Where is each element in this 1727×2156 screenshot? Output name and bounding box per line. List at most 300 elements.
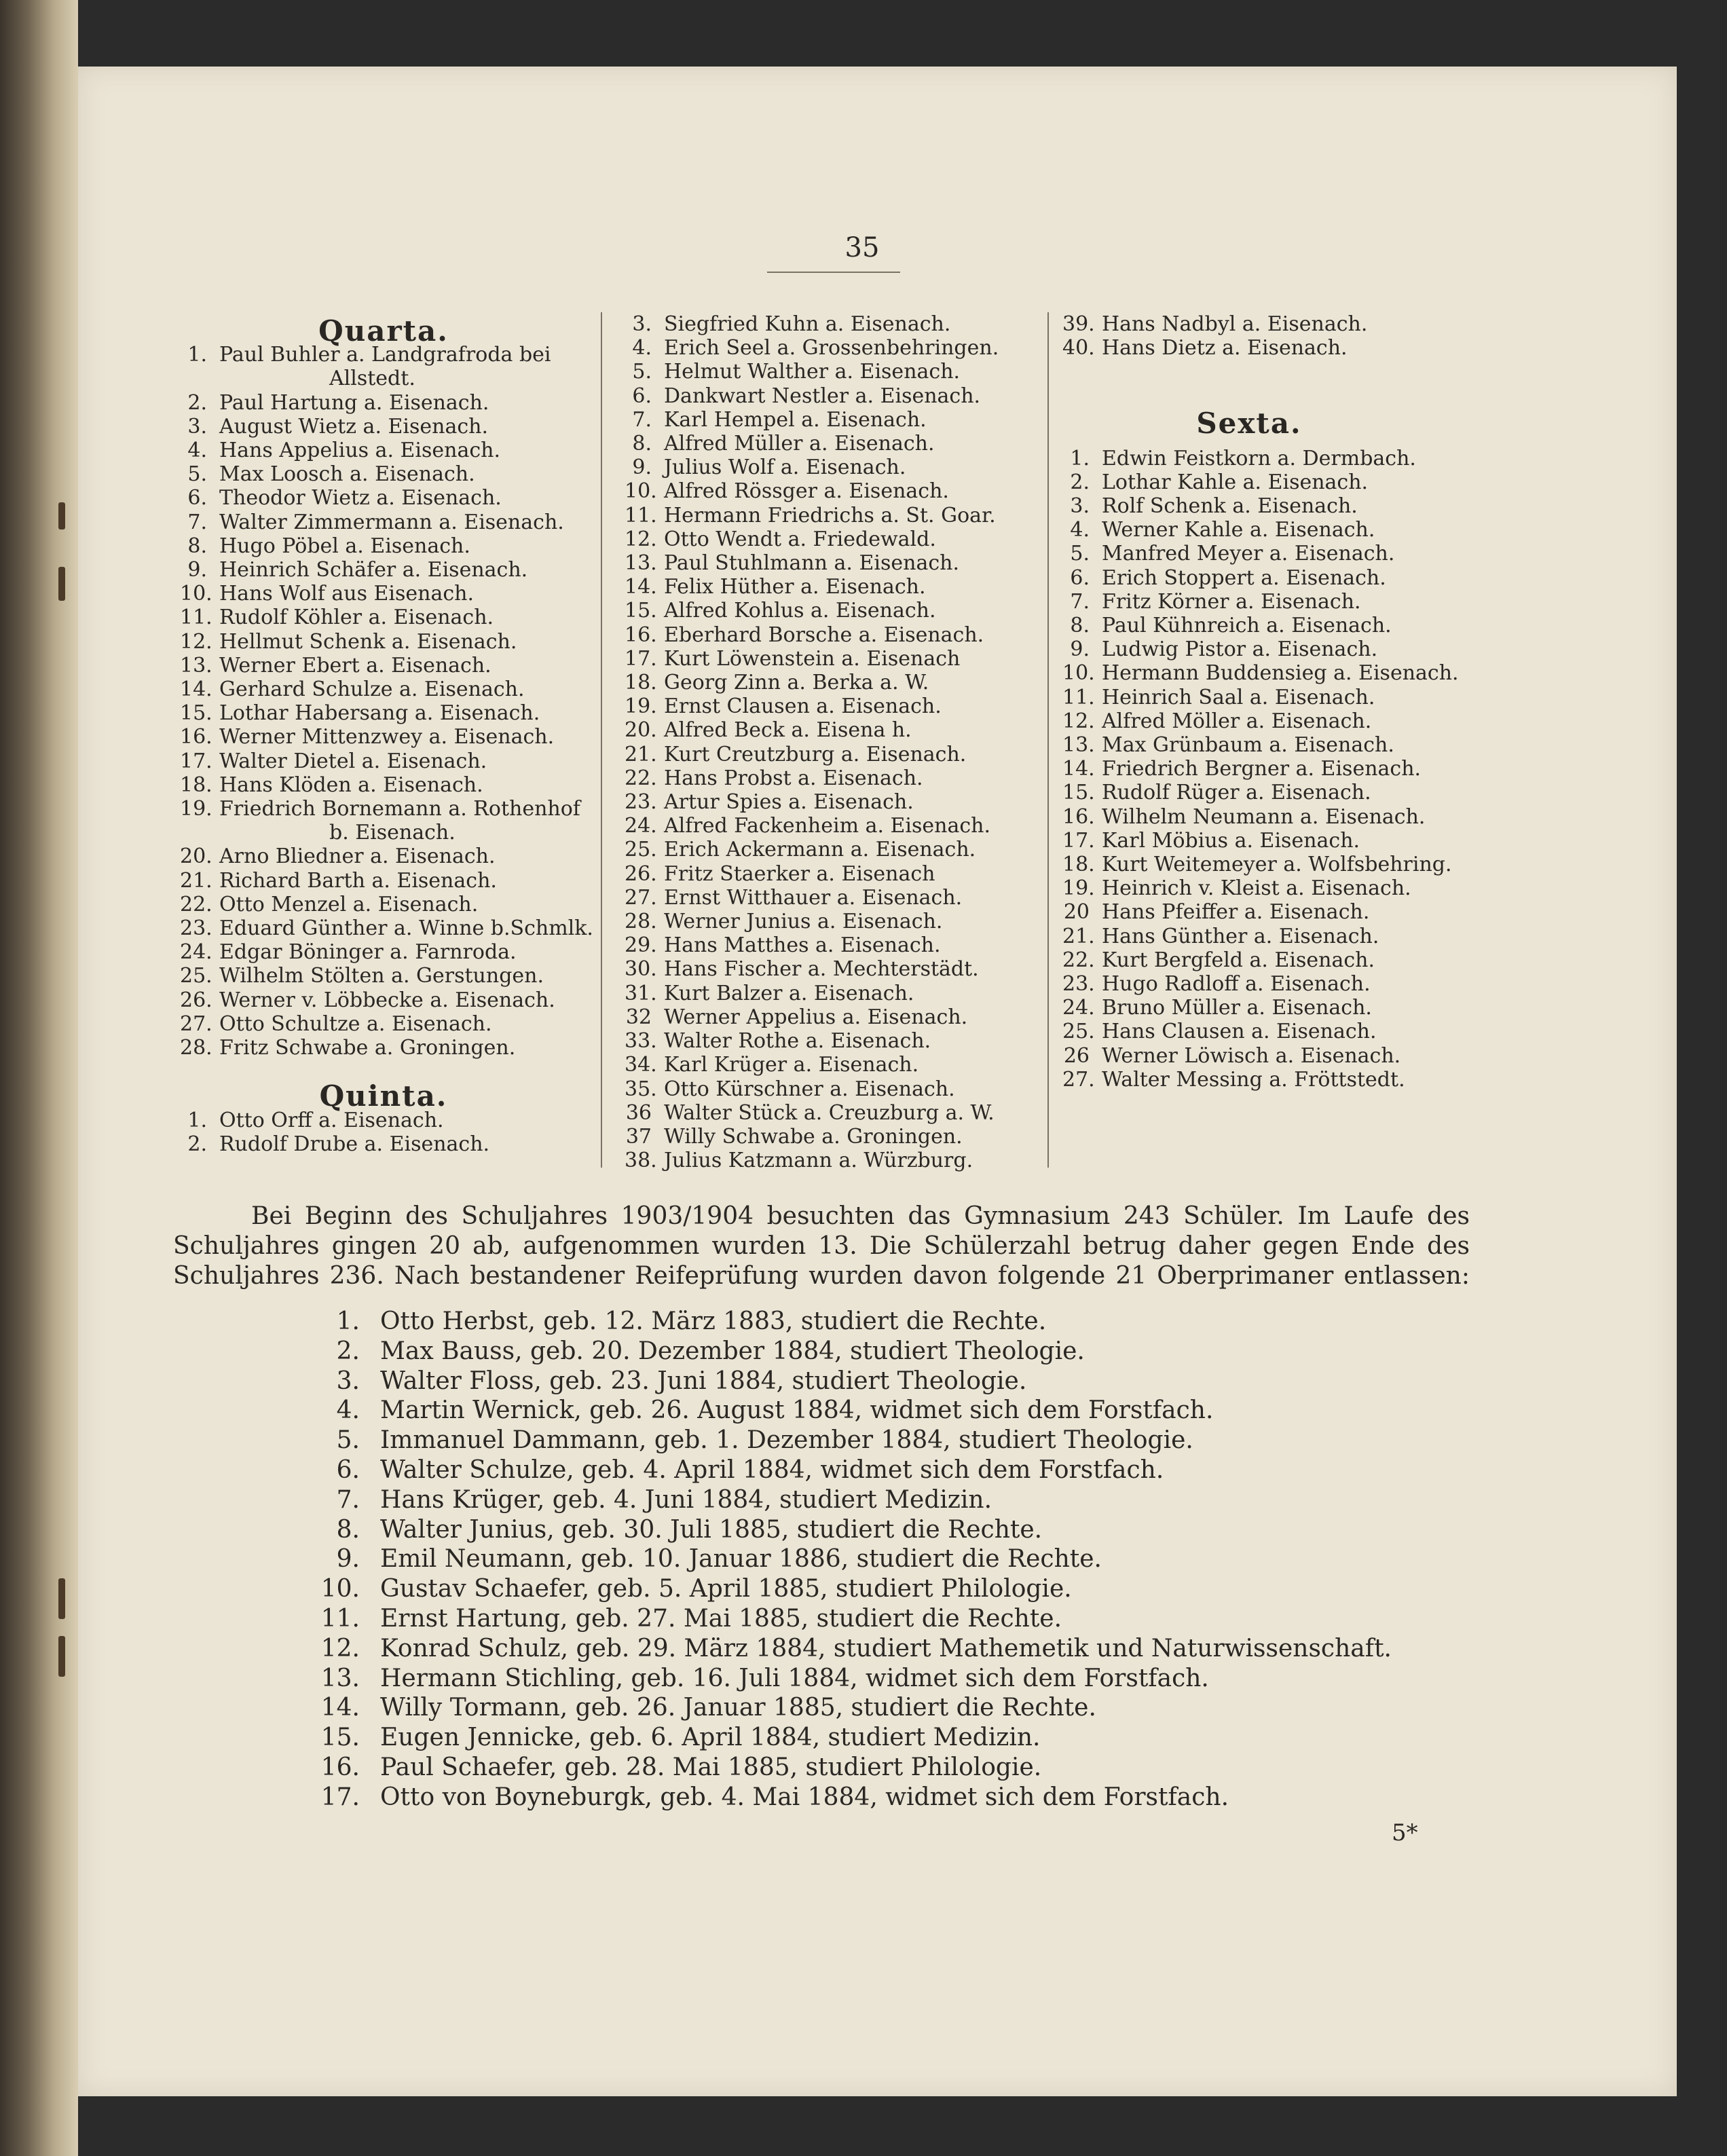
list-item xyxy=(625,504,1045,527)
graduate-item xyxy=(319,1515,1473,1545)
list-item xyxy=(625,360,1045,384)
item-number: 2. xyxy=(187,1132,207,1156)
graduate-text: Otto von Boyneburgk, geb. 4. Mai 1884, widmet sich dem Forstfach. xyxy=(380,1783,1229,1811)
sexta-heading: Sexta. xyxy=(1196,407,1302,441)
item-number: 15. xyxy=(625,599,657,623)
graduate-item xyxy=(319,1664,1473,1694)
item-name: Paul Hartung a. Eisenach. xyxy=(219,390,489,415)
item-name: Hans Appelius a. Eisenach. xyxy=(219,439,501,463)
graduate-number: 17. xyxy=(320,1783,360,1811)
list-item xyxy=(180,486,587,510)
list-item xyxy=(625,933,1045,957)
item-name: Max Loosch a. Eisenach. xyxy=(219,462,475,487)
item-name: Paul Buhler a. Landgrafroda bei xyxy=(219,343,551,367)
list-item xyxy=(625,1029,1045,1053)
item-name: Fritz Staerker a. Eisenach xyxy=(664,861,935,886)
list-item xyxy=(625,671,1045,694)
item-name: Theodor Wietz a. Eisenach. xyxy=(219,486,502,510)
item-name: Walter Stück a. Creuzburg a. W. xyxy=(664,1100,995,1125)
graduate-item xyxy=(319,1544,1473,1574)
item-number: 1. xyxy=(187,1108,207,1132)
item-number: 23. xyxy=(625,790,657,815)
item-number: 21. xyxy=(625,742,657,766)
item-number: 29. xyxy=(625,933,657,958)
list-item xyxy=(180,701,587,725)
list-item xyxy=(180,916,593,941)
list-item xyxy=(180,988,587,1012)
item-number: 24. xyxy=(1062,996,1095,1020)
item-name: Werner v. Löbbecke a. Eisenach. xyxy=(219,988,555,1012)
item-number: 12. xyxy=(625,527,657,551)
list-item xyxy=(625,384,1045,408)
item-number: 18. xyxy=(625,671,657,695)
item-name: Dankwart Nestler a. Eisenach. xyxy=(664,384,981,408)
graduate-text: Max Bauss, geb. 20. Dezember 1884, studiert Theologie. xyxy=(380,1337,1085,1365)
summary-line: Schuljahres 236. Nach bestandener Reifeprüfung wurden davon folgende 21 Oberprimaner entlassen: xyxy=(173,1262,1470,1290)
list-item xyxy=(1062,996,1497,1020)
item-name: Werner Kahle a. Eisenach. xyxy=(1102,518,1375,542)
list-item xyxy=(625,814,1045,838)
item-name: Bruno Müller a. Eisenach. xyxy=(1102,996,1372,1020)
item-name: Otto Orff a. Eisenach. xyxy=(219,1108,444,1132)
item-name: Otto Kürschner a. Eisenach. xyxy=(664,1077,955,1101)
item-name: Hans Klöden a. Eisenach. xyxy=(219,773,483,797)
summary-paragraph xyxy=(173,1202,1470,1291)
item-name: Manfred Meyer a. Eisenach. xyxy=(1102,542,1395,566)
item-name: Siegfried Kuhn a. Eisenach. xyxy=(664,312,951,336)
item-number: 4. xyxy=(187,439,207,463)
item-number: 23. xyxy=(1062,972,1095,997)
item-name: Hugo Radloff a. Eisenach. xyxy=(1102,972,1371,997)
item-number: 40. xyxy=(1062,336,1095,360)
list-item xyxy=(180,415,587,439)
graduate-text: Hermann Stichling, geb. 16. Juli 1884, widmet sich dem Forstfach. xyxy=(380,1664,1209,1692)
list-item xyxy=(625,527,1045,551)
item-name: Hermann Buddensieg a. Eisenach. xyxy=(1102,661,1459,686)
list-item xyxy=(1062,566,1497,590)
list-item xyxy=(180,343,587,367)
item-name: Richard Barth a. Eisenach. xyxy=(219,868,497,893)
item-number: 17. xyxy=(625,646,657,671)
item-number: 4. xyxy=(632,336,652,360)
item-number: 13. xyxy=(180,653,212,677)
item-number: 26. xyxy=(625,861,657,886)
item-name: Werner Junius a. Eisenach. xyxy=(664,910,943,934)
item-number: 25. xyxy=(625,838,657,862)
item-number: 3. xyxy=(1070,494,1090,519)
item-name: Hans Pfeiffer a. Eisenach. xyxy=(1102,900,1370,925)
item-number: 6. xyxy=(632,384,652,408)
item-number: 22. xyxy=(1062,948,1095,972)
list-item xyxy=(625,982,1045,1005)
item-name: Friedrich Bergner a. Eisenach. xyxy=(1102,757,1422,781)
item-number: 27. xyxy=(1062,1067,1095,1092)
item-number: 25. xyxy=(1062,1020,1095,1044)
graduate-text: Walter Floss, geb. 23. Juni 1884, studiert Theologie. xyxy=(380,1367,1027,1395)
item-name: Alfred Fackenheim a. Eisenach. xyxy=(664,814,991,838)
item-name: Kurt Creutzburg a. Eisenach. xyxy=(664,742,967,766)
graduate-number: 5. xyxy=(336,1426,360,1455)
item-number: 36 xyxy=(625,1100,652,1125)
item-number: 4. xyxy=(1070,518,1090,542)
item-number: 27. xyxy=(625,885,657,910)
item-name: Friedrich Bornemann a. Rothenhof xyxy=(219,797,580,821)
list-item xyxy=(1062,948,1497,972)
item-number: 33. xyxy=(625,1029,657,1054)
item-name: Ernst Clausen a. Eisenach. xyxy=(664,694,942,719)
item-name: Otto Wendt a. Friedewald. xyxy=(664,527,936,551)
list-item xyxy=(625,1053,1045,1077)
list-item xyxy=(625,766,1045,790)
item-number: 22. xyxy=(625,766,657,790)
graduate-text: Immanuel Dammann, geb. 1. Dezember 1884, studiert Theologie. xyxy=(380,1426,1193,1455)
graduate-number: 16. xyxy=(320,1753,360,1781)
item-name: Rolf Schenk a. Eisenach. xyxy=(1102,494,1358,519)
item-number: 38. xyxy=(625,1149,657,1173)
column-middle xyxy=(625,312,1045,1172)
item-name: Rudolf Köhler a. Eisenach. xyxy=(219,606,494,630)
list-item xyxy=(180,749,587,773)
list-item xyxy=(1062,542,1497,565)
item-name: Alfred Kohlus a. Eisenach. xyxy=(664,599,936,623)
item-name: Felix Hüther a. Eisenach. xyxy=(664,575,926,599)
item-name: Erich Stoppert a. Eisenach. xyxy=(1102,565,1386,590)
binding-mark xyxy=(58,1578,65,1619)
list-item xyxy=(625,718,1045,742)
item-number: 19. xyxy=(180,797,212,821)
item-name: Hans Probst a. Eisenach. xyxy=(664,766,923,790)
list-item xyxy=(180,797,587,821)
list-item xyxy=(625,694,1045,718)
item-number: 14. xyxy=(180,677,212,702)
list-item xyxy=(1062,972,1497,996)
graduate-text: Willy Tormann, geb. 26. Januar 1885, studiert die Rechte. xyxy=(380,1694,1096,1722)
graduate-text: Konrad Schulz, geb. 29. März 1884, studiert Mathemetik und Naturwissenschaft. xyxy=(380,1634,1392,1662)
item-number: 21. xyxy=(1062,924,1095,948)
list-item xyxy=(625,575,1045,599)
graduate-number: 1. xyxy=(336,1307,360,1335)
list-item xyxy=(1062,781,1497,804)
item-name: Georg Zinn a. Berka a. W. xyxy=(664,671,929,695)
list-item xyxy=(625,432,1045,456)
list-item xyxy=(180,534,587,558)
list-item xyxy=(180,1012,587,1036)
graduate-number: 2. xyxy=(336,1337,360,1365)
item-name: Alfred Rössger a. Eisenach. xyxy=(664,479,949,504)
list-item xyxy=(625,456,1045,479)
item-number: 20. xyxy=(180,844,212,869)
list-item xyxy=(180,844,587,868)
graduate-text: Martin Wernick, geb. 26. August 1884, widmet sich dem Forstfach. xyxy=(380,1396,1214,1425)
item-number: 16. xyxy=(625,622,657,647)
graduate-item xyxy=(319,1723,1473,1753)
graduate-number: 8. xyxy=(336,1515,360,1544)
graduate-number: 3. xyxy=(336,1367,360,1395)
item-name: Karl Krüger a. Eisenach. xyxy=(664,1053,919,1077)
quinta-list-continued xyxy=(625,312,1045,1172)
list-item xyxy=(1062,1068,1497,1092)
item-number: 31. xyxy=(625,981,657,1005)
item-name: Rudolf Rüger a. Eisenach. xyxy=(1102,781,1371,805)
item-number: 19. xyxy=(1062,876,1095,901)
item-number: 7. xyxy=(187,510,207,534)
item-name: Kurt Bergfeld a. Eisenach. xyxy=(1102,948,1375,972)
item-name: Kurt Balzer a. Eisenach. xyxy=(664,981,914,1005)
item-number: 9. xyxy=(1070,637,1090,662)
item-name: Hans Wolf aus Eisenach. xyxy=(219,582,475,606)
list-item xyxy=(1062,637,1497,661)
graduate-text: Paul Schaefer, geb. 28. Mai 1885, studiert Philologie. xyxy=(380,1753,1042,1781)
item-name: Rudolf Drube a. Eisenach. xyxy=(219,1132,490,1156)
list-item xyxy=(625,1101,1045,1125)
graduate-number: 10. xyxy=(320,1575,360,1603)
item-name: August Wietz a. Eisenach. xyxy=(219,414,489,439)
item-name: Otto Menzel a. Eisenach. xyxy=(219,892,479,916)
list-item xyxy=(625,1077,1045,1101)
list-item xyxy=(180,1132,587,1156)
graduate-item xyxy=(319,1604,1473,1634)
item-number: 39. xyxy=(1062,312,1095,336)
item-number: 21. xyxy=(180,868,212,893)
item-continuation: Allstedt. xyxy=(329,367,415,391)
graduate-text: Eugen Jennicke, geb. 6. April 1884, studiert Medizin. xyxy=(380,1724,1041,1752)
list-item xyxy=(1062,876,1497,900)
item-number: 34. xyxy=(625,1053,657,1077)
item-name: Gerhard Schulze a. Eisenach. xyxy=(219,677,525,702)
item-name: Fritz Körner a. Eisenach. xyxy=(1102,589,1361,614)
item-name: Werner Ebert a. Eisenach. xyxy=(219,653,491,677)
quarta-list xyxy=(180,343,593,1060)
item-name: Eberhard Borsche a. Eisenach. xyxy=(664,622,984,647)
graduate-number: 9. xyxy=(336,1545,360,1574)
item-number: 3. xyxy=(632,312,652,336)
graduate-number: 12. xyxy=(320,1634,360,1662)
book-spine xyxy=(0,0,78,2156)
quinta-heading: Quinta. xyxy=(319,1079,448,1113)
item-number: 18. xyxy=(1062,853,1095,877)
page-number: 35 xyxy=(844,232,880,263)
item-name: Werner Appelius a. Eisenach. xyxy=(664,1005,968,1029)
graduate-item xyxy=(319,1783,1473,1813)
list-item xyxy=(625,551,1045,575)
graduate-item xyxy=(319,1396,1473,1426)
graduate-number: 15. xyxy=(320,1724,360,1752)
item-number: 37 xyxy=(625,1124,652,1149)
list-item xyxy=(625,647,1045,671)
item-name: Walter Dietel a. Eisenach. xyxy=(219,749,487,773)
item-name: Wilhelm Neumann a. Eisenach. xyxy=(1102,804,1426,829)
list-item xyxy=(625,743,1045,766)
item-number: 25. xyxy=(180,964,212,988)
graduate-number: 7. xyxy=(336,1485,360,1514)
list-item xyxy=(625,886,1045,910)
list-item xyxy=(625,479,1045,503)
item-name: Karl Möbius a. Eisenach. xyxy=(1102,828,1360,853)
column-right xyxy=(1062,312,1497,1092)
item-number: 6. xyxy=(1070,565,1090,590)
item-name: Artur Spies a. Eisenach. xyxy=(664,790,914,815)
graduate-number: 14. xyxy=(320,1694,360,1722)
graduate-number: 4. xyxy=(336,1396,360,1425)
item-number: 17. xyxy=(1062,828,1095,853)
item-name: Heinrich v. Kleist a. Eisenach. xyxy=(1102,876,1411,901)
item-name: Alfred Möller a. Eisenach. xyxy=(1102,709,1372,733)
summary-line: Bei Beginn des Schuljahres 1903/1904 besuchten das Gymnasium 243 Schüler. Im Laufe des xyxy=(251,1202,1470,1230)
quinta-list-end xyxy=(1062,312,1497,360)
list-item xyxy=(625,408,1045,432)
item-number: 35. xyxy=(625,1077,657,1101)
page-number-rule xyxy=(767,272,900,273)
item-name: Heinrich Schäfer a. Eisenach. xyxy=(219,558,528,582)
graduate-text: Hans Krüger, geb. 4. Juni 1884, studiert Medizin. xyxy=(380,1485,992,1514)
list-item xyxy=(180,677,587,701)
item-number: 14. xyxy=(625,575,657,599)
item-number: 17. xyxy=(180,749,212,773)
item-number: 16. xyxy=(180,725,212,749)
item-name: Hans Matthes a. Eisenach. xyxy=(664,933,941,958)
item-name: Hermann Friedrichs a. St. Goar. xyxy=(664,503,996,527)
item-number: 16. xyxy=(1062,804,1095,829)
list-item xyxy=(625,1125,1045,1149)
item-number: 10. xyxy=(625,479,657,504)
column-left xyxy=(180,314,593,1156)
item-name: Kurt Weitemeyer a. Wolfsbehring. xyxy=(1102,853,1452,877)
item-number: 7. xyxy=(1070,589,1090,614)
graduate-number: 11. xyxy=(320,1604,360,1633)
binding-mark xyxy=(58,502,65,529)
graduate-text: Ernst Hartung, geb. 27. Mai 1885, studiert die Rechte. xyxy=(380,1604,1062,1633)
graduate-item xyxy=(319,1337,1473,1367)
list-item xyxy=(1062,709,1497,733)
item-number: 3. xyxy=(187,414,207,439)
item-number: 5. xyxy=(632,360,652,384)
graduate-item xyxy=(319,1455,1473,1485)
list-item xyxy=(1062,614,1497,637)
list-item xyxy=(625,1149,1045,1172)
list-item xyxy=(180,558,587,582)
list-item xyxy=(625,312,1045,336)
item-name: Werner Mittenzwey a. Eisenach. xyxy=(219,725,555,749)
list-item xyxy=(180,582,587,606)
list-item xyxy=(180,391,587,415)
item-name: Willy Schwabe a. Groningen. xyxy=(664,1124,963,1149)
graduate-text: Emil Neumann, geb. 10. Januar 1886, studiert die Rechte. xyxy=(380,1545,1102,1574)
graduate-item xyxy=(319,1426,1473,1455)
list-item xyxy=(1062,470,1497,494)
item-name: Ernst Witthauer a. Eisenach. xyxy=(664,885,963,910)
list-item xyxy=(1062,829,1497,853)
item-number: 19. xyxy=(625,694,657,719)
item-name: Paul Kühnreich a. Eisenach. xyxy=(1102,614,1392,638)
list-item xyxy=(1062,1044,1497,1068)
item-number: 7. xyxy=(632,407,652,432)
graduate-text: Gustav Schaefer, geb. 5. April 1885, studiert Philologie. xyxy=(380,1575,1072,1603)
item-number: 1. xyxy=(1070,446,1090,470)
list-item xyxy=(180,606,587,629)
graduate-text: Otto Herbst, geb. 12. März 1883, studiert die Rechte. xyxy=(380,1307,1047,1335)
list-item xyxy=(1062,518,1497,542)
item-number: 15. xyxy=(1062,781,1095,805)
column-divider xyxy=(1047,312,1049,1168)
graduate-item xyxy=(319,1485,1473,1515)
signature-mark: 5* xyxy=(1392,1819,1418,1846)
list-item xyxy=(180,964,587,988)
item-number: 8. xyxy=(187,534,207,558)
item-number: 13. xyxy=(625,551,657,576)
item-number: 28. xyxy=(180,1036,212,1060)
list-item xyxy=(625,336,1045,360)
item-number: 20 xyxy=(1063,900,1090,925)
list-item xyxy=(1062,661,1497,685)
list-item xyxy=(180,940,587,964)
list-item xyxy=(1062,853,1497,876)
item-name: Werner Löwisch a. Eisenach. xyxy=(1102,1043,1401,1068)
item-number: 2. xyxy=(1070,470,1090,494)
item-name: Hans Fischer a. Mechterstädt. xyxy=(664,957,979,982)
item-number: 10. xyxy=(180,582,212,606)
item-name: Hans Clausen a. Eisenach. xyxy=(1102,1020,1377,1044)
item-name: Walter Rothe a. Eisenach. xyxy=(664,1029,931,1054)
graduate-item xyxy=(319,1693,1473,1723)
item-name: Hans Dietz a. Eisenach. xyxy=(1102,336,1348,360)
item-name: Walter Zimmermann a. Eisenach. xyxy=(219,510,564,534)
item-number: 22. xyxy=(180,892,212,916)
item-name: Otto Schultze a. Eisenach. xyxy=(219,1011,492,1036)
item-number: 6. xyxy=(187,486,207,510)
list-item xyxy=(625,790,1045,814)
list-item xyxy=(180,630,587,654)
item-number: 11. xyxy=(625,503,657,527)
graduate-number: 6. xyxy=(336,1455,360,1484)
item-number: 18. xyxy=(180,773,212,797)
list-item xyxy=(625,623,1045,647)
item-number: 11. xyxy=(180,606,212,630)
item-name: Eduard Günther a. Winne b.Schmlk. xyxy=(219,916,593,941)
item-number: 8. xyxy=(632,432,652,456)
list-item xyxy=(1062,686,1497,709)
item-number: 1. xyxy=(187,343,207,367)
list-item xyxy=(625,957,1045,981)
item-number: 10. xyxy=(1062,661,1095,686)
list-item xyxy=(1062,494,1497,518)
list-item xyxy=(180,654,587,677)
item-name: Lothar Kahle a. Eisenach. xyxy=(1102,470,1369,494)
item-number: 12. xyxy=(180,629,212,654)
list-item xyxy=(180,893,587,916)
sexta-list xyxy=(1062,447,1497,1092)
item-name: Ludwig Pistor a. Eisenach. xyxy=(1102,637,1378,662)
graduate-text: Walter Junius, geb. 30. Juli 1885, studiert die Rechte. xyxy=(380,1515,1043,1544)
list-item xyxy=(1062,447,1497,470)
item-name: Lothar Habersang a. Eisenach. xyxy=(219,701,540,726)
list-item xyxy=(1062,1020,1497,1043)
list-item xyxy=(180,869,587,893)
item-continuation: b. Eisenach. xyxy=(329,821,456,845)
item-name: Max Grünbaum a. Eisenach. xyxy=(1102,733,1394,758)
item-name: Hans Günther a. Eisenach. xyxy=(1102,924,1379,948)
list-item xyxy=(625,1005,1045,1029)
item-name: Erich Seel a. Grossenbehringen. xyxy=(664,336,999,360)
item-name: Hans Nadbyl a. Eisenach. xyxy=(1102,312,1368,336)
list-item xyxy=(1062,733,1497,757)
item-number: 8. xyxy=(1070,614,1090,638)
list-item xyxy=(180,462,587,486)
graduate-item xyxy=(319,1574,1473,1604)
item-number: 24. xyxy=(180,940,212,965)
item-name: Arno Bliedner a. Eisenach. xyxy=(219,844,496,869)
item-name: Alfred Müller a. Eisenach. xyxy=(664,432,935,456)
list-item xyxy=(625,862,1045,886)
